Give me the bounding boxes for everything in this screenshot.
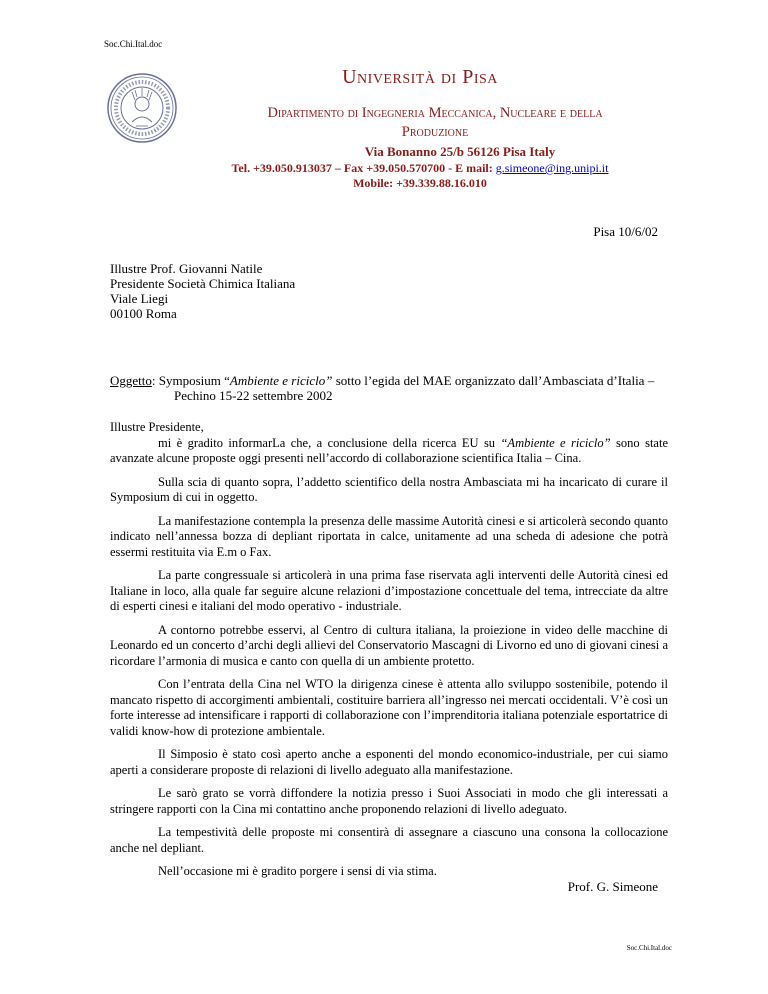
department-line-1: Dipartimento di Ingegneria Meccanica, Nucleare e della (267, 105, 603, 121)
paragraph-4: La parte congressuale si articolerà in una prima fase riservata agli interventi delle Autorità cinesi ed Italiane in loco, alla quale far seguire alcune relazioni d’impostazione concettuale del tema, intrecciate da altre di esperti cinesi e italiani del modo operativo - industriale. (110, 568, 668, 613)
subject-block (110, 373, 670, 403)
footer-filename: Soc.Chi.Ital.doc (626, 944, 672, 952)
department-line-2: Produzione (401, 124, 469, 140)
letter-body (110, 420, 668, 888)
paragraph-10: Nell’occasione mi è gradito porgere i sensi di via stima. (158, 864, 437, 878)
paragraph-6: Con l’entrata della Cina nel WTO la dirigenza cinese è attenta allo sviluppo sostenibile, potendo il mancato rispetto di accorgimenti ambientali, costituire barriera all’ingresso nei mercati occidentali. V’è così un forte interesse ad intensificare i rapporti di collaborazione con l’imprenditoria italiana potenziale esportatrice di validi know-how di protezione ambientale. (110, 677, 668, 738)
paragraph-1 (110, 436, 668, 467)
university-seal-icon (106, 72, 178, 144)
address-line: Via Bonanno 25/b 56126 Pisa Italy (364, 144, 556, 159)
letter-date: Pisa 10/6/02 (593, 224, 658, 239)
subject-line-1 (110, 373, 670, 388)
paragraph-8: Le sarò grato se vorrà diffondere la notizia presso i Suoi Associati in modo che gli interessati a stringere rapporti con la Cina mi contattino anche proponendo relazioni di livello adeguato. (110, 786, 668, 816)
subject-title: Ambiente e riciclo” (229, 373, 333, 388)
paragraph-1-text-b: sono state avanzate alcune proposte oggi presenti nell’accordo di collaborazione scientifica Italia – Cina. (110, 435, 668, 465)
greeting: Illustre Presidente, (110, 420, 204, 434)
recipient-name: Illustre Prof. Giovanni Natile (110, 261, 263, 276)
recipient-city: 00100 Roma (110, 306, 177, 321)
recipient-block (110, 261, 295, 321)
subject-line-2: Pechino 15-22 settembre 2002 (174, 388, 333, 403)
signature: Prof. G. Simeone (567, 879, 658, 894)
email-link[interactable]: g.simeone@ing.unipi.it (495, 161, 609, 175)
mobile-line: Mobile: +39.339.88.16.010 (353, 176, 487, 190)
paragraph-9: La tempestività delle proposte mi consentirà di assegnare a ciascuno una consona la collocazione anche nel depliant. (110, 825, 668, 855)
subject-label: Oggetto (110, 373, 152, 388)
paragraph-5: A contorno potrebbe esservi, al Centro di cultura italiana, la proiezione in video delle macchine di Leonardo ed un concerto d’archi degli allievi del Conservatorio Mascagni di Livorno ed uno di giovani cinesi a ricordare l’armonia di musica e canto con quella di un ambiente protetto. (110, 622, 668, 668)
department-title (215, 104, 655, 142)
paragraph-2: Sulla scia di quanto sopra, l’addetto scientifico della nostra Ambasciata mi ha incaricato di curare il Symposium di cui in oggetto. (110, 474, 668, 504)
paragraph-7: Il Simposio è stato così aperto anche a esponenti del mondo economico-industriale, per cui siamo aperti a considerare proposte di relazioni di livello adeguato alla manifestazione. (110, 747, 668, 777)
recipient-street: Viale Liegi (110, 291, 169, 306)
paragraph-1-text-a: mi è gradito informarLa che, a conclusione della ricerca EU su (158, 435, 501, 450)
phone-fax-line (160, 161, 680, 176)
paragraph-3: La manifestazione contempla la presenza delle massime Autorità cinesi e si articolerà secondo quanto indicato nell’annessa bozza di depliant riportata in calce, unitamente ad una scheda di adesione che potrà essermi restituita via E.m o Fax. (110, 513, 668, 559)
phone-fax-text: Tel. +39.050.913037 – Fax +39.050.570700 - E mail: (231, 161, 496, 175)
header-filename: Soc.Chi.Ital.doc (104, 39, 163, 49)
subject-pre: : Symposium “ (151, 373, 230, 388)
subject-post: sotto l’egida del MAE organizzato dall’Ambasciata d’Italia – (332, 373, 655, 388)
recipient-title: Presidente Società Chimica Italiana (110, 276, 296, 291)
paragraph-1-emphasis: “Ambiente e riciclo” (500, 435, 611, 450)
university-title: Università di Pisa (342, 66, 498, 88)
